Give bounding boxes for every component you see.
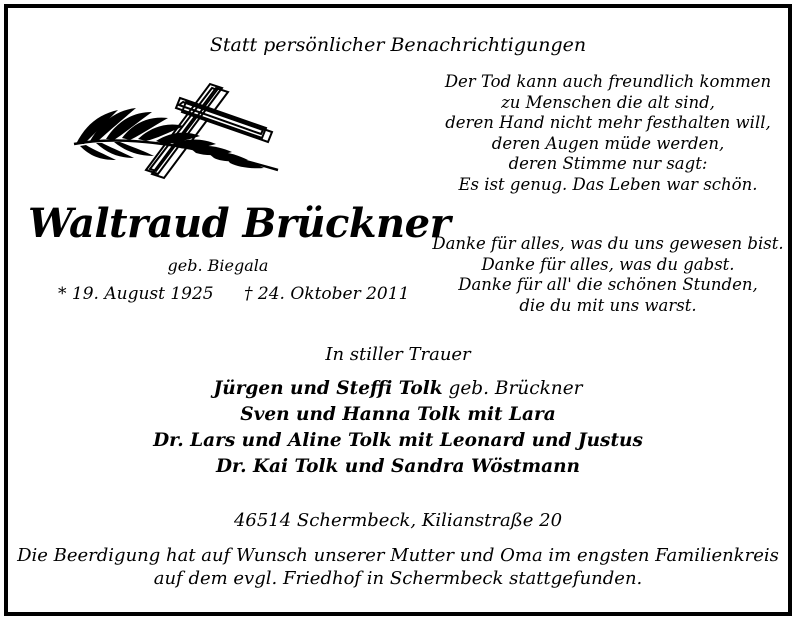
mourner-line xyxy=(8,428,788,454)
mourner-name: Sven und Hanna Tolk mit Lara xyxy=(240,404,556,425)
poem-line: deren Hand nicht mehr festhalten will, xyxy=(445,113,771,132)
poem-line: Danke für all' die schönen Stunden, xyxy=(458,275,758,294)
cross-with-palm-frond-icon xyxy=(66,74,286,186)
funeral-line: Die Beerdigung hat auf Wunsch unserer Mutter und Oma im engsten Familienkreis xyxy=(17,545,779,566)
mourner-line xyxy=(8,376,788,402)
deceased-name: Waltraud Brückner xyxy=(28,200,451,247)
address: 46514 Schermbeck, Kilianstraße 20 xyxy=(233,510,563,531)
birth-date: * 19. August 1925 xyxy=(58,284,214,304)
poem-line: deren Augen müde werden, xyxy=(491,133,725,153)
death-date: † 24. Oktober 2011 xyxy=(244,284,410,304)
poem-line: Der Tod kann auch freundlich kommen xyxy=(444,72,772,91)
poem-line: deren Stimme nur sagt: xyxy=(508,154,708,173)
poem-line: zu Menschen die alt sind, xyxy=(501,92,715,112)
mourning-intro: In stiller Trauer xyxy=(325,344,471,365)
mourner-line xyxy=(8,454,788,480)
maiden-name: geb. Biegala xyxy=(167,256,269,275)
mourner-name: Dr. Kai Tolk und Sandra Wöstmann xyxy=(216,456,580,477)
funeral-note xyxy=(8,544,788,590)
mourner-suffix: geb. Brückner xyxy=(442,378,583,399)
poem-line: die du mit uns warst. xyxy=(519,295,697,315)
mourner-name: Jürgen und Steffi Tolk xyxy=(213,378,443,399)
obituary-notice xyxy=(4,4,792,616)
mourner-name: Dr. Lars und Aline Tolk mit Leonard und Justus xyxy=(153,430,643,451)
poem-line: Danke für alles, was du uns gewesen bist. xyxy=(432,234,784,253)
funeral-line: auf dem evgl. Friedhof in Schermbeck stattgefunden. xyxy=(153,568,643,589)
poem-line: Danke für alles, was du gabst. xyxy=(481,254,735,274)
header-line: Statt persönlicher Benachrichtigungen xyxy=(209,34,587,56)
poem-stanza-2 xyxy=(418,234,798,316)
mourners-list xyxy=(8,376,788,480)
poem-stanza-1 xyxy=(418,72,798,195)
poem-line: Es ist genug. Das Leben war schön. xyxy=(458,174,758,194)
mourner-line xyxy=(8,402,788,428)
